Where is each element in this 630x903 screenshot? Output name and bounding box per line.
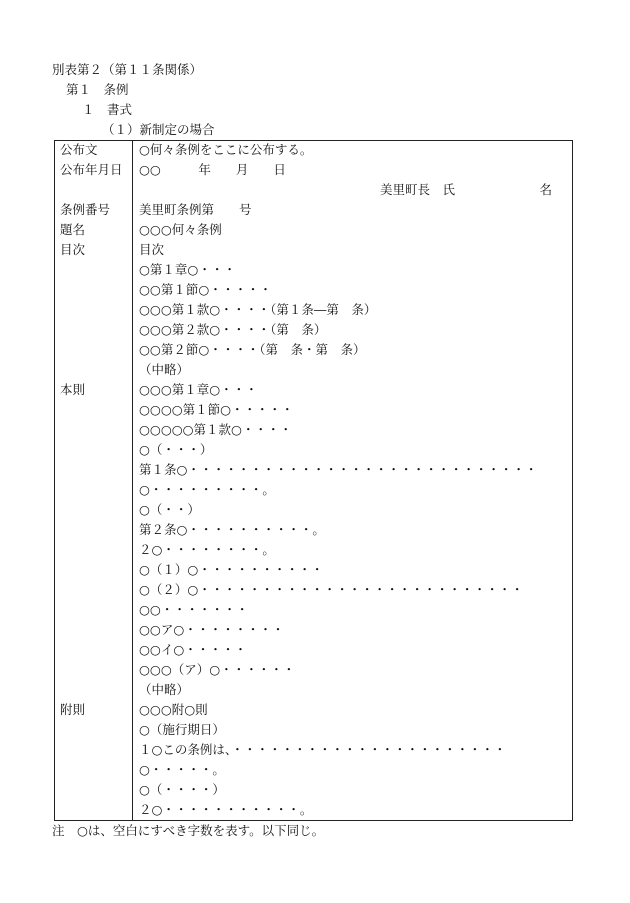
main-line: ○○○（ア）○・・・・・・	[139, 662, 296, 677]
toc-line: ○○第２節○・・・・（第 条・第 条）	[139, 342, 366, 357]
label-promulgation: 公布文	[60, 142, 98, 157]
supplementary-line: １○この条例は、・・・・・・・・・・・・・・・・・・・・・・	[139, 742, 507, 757]
main-line: ○○○○○第１款○・・・・	[139, 422, 292, 437]
main-line: ○・・・・・・・・・。	[139, 482, 275, 497]
column-divider	[132, 140, 133, 821]
main-line: 第２条○・・・・・・・・・・。	[139, 522, 325, 537]
main-line: ○（・・・）	[139, 442, 213, 457]
footnote: 注 ○は、空白にすべき字数を表す。以下同じ。	[52, 823, 325, 838]
date-text: ○○ 年 月 日	[139, 162, 286, 177]
mayor-name-suffix: 名	[539, 182, 552, 197]
mayor-title: 美里町長 氏	[380, 182, 456, 197]
toc-line: ○第１章○・・・	[139, 262, 236, 277]
label-supplementary: 附則	[60, 702, 86, 717]
toc-line: ○○○第２款○・・・・（第 条）	[139, 322, 327, 337]
supplementary-line: ２○・・・・・・・・・・・。	[139, 802, 313, 817]
case-heading: （１）新制定の場合	[102, 122, 215, 137]
main-line: 第１条○・・・・・・・・・・・・・・・・・・・・・・・・・・・・	[139, 462, 538, 477]
main-line: ○○○第１章○・・・	[139, 382, 258, 397]
label-toc: 目次	[60, 242, 86, 257]
label-date: 公布年月日	[60, 162, 123, 177]
main-line: ○（・・）	[139, 502, 200, 517]
subsection-heading: １ 書式	[82, 102, 133, 117]
title-text: ○○○何々条例	[139, 222, 222, 237]
label-number: 条例番号	[60, 202, 111, 217]
main-line: ○○・・・・・・・	[139, 602, 249, 617]
main-line: ○○イ○・・・・・	[139, 642, 247, 657]
main-line: ○○ア○・・・・・・・・	[139, 622, 285, 637]
main-line: ○（２）○・・・・・・・・・・・・・・・・・・・・・・・・・・	[139, 582, 524, 597]
label-main: 本則	[60, 382, 86, 397]
main-line: （中略）	[139, 682, 190, 697]
promulgation-text: ○何々条例をここに公布する。	[139, 142, 313, 157]
label-title: 題名	[60, 222, 86, 237]
toc-line: （中略）	[139, 362, 190, 377]
supplementary-line: ○○○附○則	[139, 702, 208, 717]
main-line: ２○・・・・・・・・。	[139, 542, 275, 557]
appendix-title: 別表第２（第１１条関係）	[52, 62, 203, 77]
toc-line: 目次	[139, 242, 165, 257]
supplementary-line: ○（施行期日）	[139, 722, 225, 737]
toc-line: ○○第１節○・・・・・	[139, 282, 272, 297]
toc-line: ○○○第１款○・・・・（第１条―第 条）	[139, 302, 377, 317]
number-text: 美里町条例第 号	[139, 202, 252, 217]
main-line: ○（１）○・・・・・・・・・・	[139, 562, 324, 577]
supplementary-line: ○・・・・・。	[139, 762, 225, 777]
main-line: ○○○○第１節○・・・・・	[139, 402, 294, 417]
supplementary-line: ○（・・・・）	[139, 782, 225, 797]
section-heading: 第１ 条例	[66, 82, 129, 97]
